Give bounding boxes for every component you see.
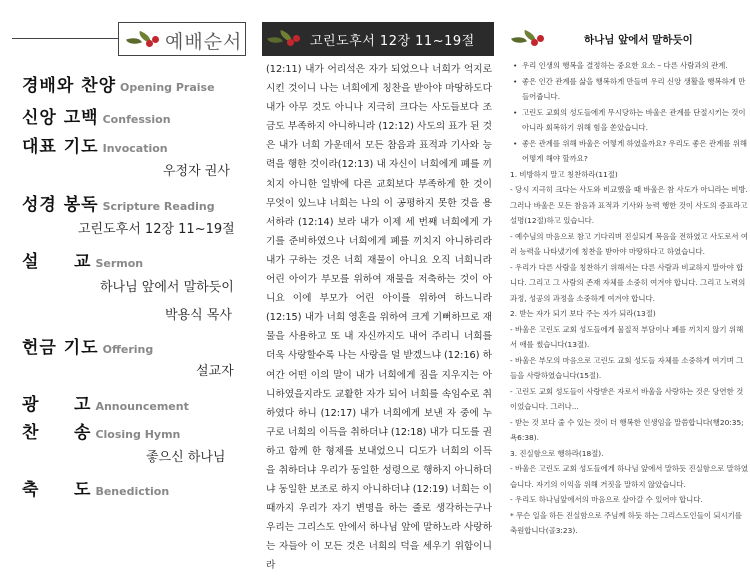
item-en: Invocation xyxy=(102,142,168,155)
sermon-notes-panel xyxy=(508,0,750,535)
item-ko: 찬 xyxy=(22,423,40,443)
item-en: Confession xyxy=(102,113,171,126)
item-ko: 축 xyxy=(22,480,40,500)
point-heading: 2. 받는 자가 되기 보다 주는 자가 되라(13절) xyxy=(510,309,656,318)
item-en: Benediction xyxy=(95,485,170,498)
point-line: - 우리가 다른 사람을 칭찬하기 위해서는 다른 사람과 비교하지 말아야 합니다. 그리고 그 사람의 존재 자체를 소중히 여겨야 합니다. 그리고 노력의 과정, 성공의 과정을 소중하게 여겨야 합니다. xyxy=(510,262,746,303)
scripture-title: 고린도후서 12장 11~19절 xyxy=(310,34,475,49)
item-ko: 설 xyxy=(22,252,40,272)
item-scripture-reading xyxy=(22,190,215,215)
item-invocation xyxy=(22,132,168,157)
item-confession xyxy=(22,103,171,128)
point-line: - 우리도 하나님앞에서의 마음으로 살아갈 수 있어야 합니다. xyxy=(510,495,703,504)
item-benediction xyxy=(22,475,169,500)
hymn-title: 좋으신 하나님 xyxy=(146,450,226,465)
item-opening-praise xyxy=(22,71,215,96)
point-line: - 받는 것 보다 줄 수 있는 것이 더 행복한 인생임을 말씀합니다(행20:35; 욕6:38). xyxy=(510,417,744,442)
closing-line: * 무슨 일을 하든 진실함으로 주님께 하듯 하는 그리스도인들이 되시기를 축원합니다(골3:23). xyxy=(510,510,742,535)
leaf-berry-icon xyxy=(266,27,300,51)
item-sermon xyxy=(22,247,143,272)
intro-bullet: • 우리 인생의 행복을 결정하는 중요한 요소 – 다른 사람과의 관계. xyxy=(510,58,748,74)
point-line: - 고린도 교회 성도들이 사랑받은 자로서 바울을 사랑하는 것은 당연한 것이었습니다. 그러나... xyxy=(510,386,744,411)
invocation-leader: 우정자 권사 xyxy=(163,164,230,179)
item-announcement xyxy=(22,390,189,415)
intro-bullet: • 좋은 관계를 위해 바울은 어떻게 하였을까요? 우리도 좋은 관계를 위해 어떻게 해야 할까요? xyxy=(510,136,748,167)
scripture-reference: 고린도후서 12장 11~19절 xyxy=(78,222,235,237)
point-heading: 1. 비방하지 말고 칭찬하라(11절) xyxy=(510,169,618,179)
item-ko-2: 교 xyxy=(74,252,92,272)
scripture-text: (12:11) 내가 어리석은 자가 되었으나 너희가 억지로 시킨 것이니 나는 너희에게 칭찬을 받아야 마땅하도다 내가 아무 것도 아니나 지극히 크다는 사도들보다 조금도 부족하지 아니하니라 (12:12) 사도의 표가 된 것은 내가 너희 가운데서 모든 참음과 표적과 기사와 능력을 행한 것이라(12:13) 내 자신이 너희에게 폐를 끼치지 아니한 일밖에 다른 교회보다 부족하게 한 것이 무엇이 있느냐 너희는 나의 이 공평하지 못한 것을 용서하라 (12:14) 보라 내가 이제 세 번째 너희에게 가기를 준비하였으나 너희에게 폐를 끼치지 아니하리라 내가 구하는 것은 너희 재물이 아니요 오직 너희니라 어린 아이가 부모를 위하여 재물을 저축하는 것이 아니요 이에 부모가 어린 아이를 위하여 하느니라 (12:15) 내가 너희 영혼을 위하여 크게 기뻐하므로 재물을 사용하고 또 내 자신까지도 내어 주리니 너희를 더욱 사랑할수록 나는 사랑을 덜 받겠느냐 (12:16) 하여간 어떤 이의 말이 내가 너희에게 짐을 지우지는 아니하였을지라도 교활한 자가 되어 너희를 속임수로 취하였다 하니 (12:17) 내가 너희에게 보낸 자 중에 누구로 너희의 이득을 취하더냐 (12:18) 내가 디도를 권하고 함께 한 형제를 보내었으니 디도가 너희의 이득을 취하더냐 우리가 동일한 성령으로 행하지 아니하더냐 동일한 보조로 하지 아니하더냐 (12:19) 너희는 이 때까지 우리가 자기 변명을 하는 줄로 생각하는구나 우리는 그리스도 안에서 하나님 앞에 말하노라 사랑하는 자들아 이 모든 것은 너희의 덕을 세우기 위함이니라 xyxy=(266,64,492,572)
sermon-header xyxy=(508,22,750,56)
item-ko: 성경 봉독 xyxy=(22,195,99,215)
intro-bullet: • 좋은 인간 관계를 삶을 행복하게 만들며 우리 신앙 생활을 행복하게 만들어줍니다. xyxy=(510,74,748,105)
item-offering xyxy=(22,333,153,358)
header-box xyxy=(262,22,494,56)
preacher: 박용식 목사 xyxy=(165,308,232,323)
point-line: - 예수님의 마음으로 참고 기다리며 진실되게 복음을 전하였고 사도로서 여러 능력을 나타냈기에 칭찬을 받아야 마땅하다고 하였습니다. xyxy=(510,231,748,256)
item-en: Scripture Reading xyxy=(102,200,215,213)
point-line: - 바울은 고린도 교회 성도들에게 하나님 앞에서 말하듯 진실함으로 말하였습니다. 자기의 이익을 위해 거짓을 말하지 않았습니다. xyxy=(510,464,748,489)
item-en: Sermon xyxy=(95,257,144,270)
item-en: Offering xyxy=(102,343,154,356)
item-ko: 신앙 고백 xyxy=(22,108,99,128)
point-line: - 당시 지극히 크다는 사도와 비교했을 때 바울은 참 사도가 아니라는 비방. 그러나 바울은 모든 참음과 표적과 기사와 능력 행한 것이 사도의 증표라고 설명(12절)하고 있습니다. xyxy=(510,185,748,225)
item-ko-2: 송 xyxy=(74,423,92,443)
item-ko: 광 xyxy=(22,395,40,415)
order-title: 예배순서 xyxy=(165,31,243,53)
leaf-berry-icon xyxy=(125,28,159,52)
point-line: - 바울은 부모의 마음으로 고린도 교회 성도들 자체를 소중하게 여기며 그들을 사랑하였습니다(15절). xyxy=(510,355,744,380)
intro-bullet: • 고린도 교회의 성도들에게 무시당하는 바울은 관계를 단절시키는 것이 아니라 회복하기 위해 힘을 쏟았습니다. xyxy=(510,105,748,136)
header-box xyxy=(118,22,246,56)
sermon-notes xyxy=(510,58,748,539)
leaf-berry-icon xyxy=(510,27,544,51)
order-header xyxy=(0,22,250,56)
offering-leader: 설교자 xyxy=(196,364,234,379)
item-closing-hymn xyxy=(22,418,180,443)
scripture-header xyxy=(262,22,494,56)
sermon-title-heading: 하나님 앞에서 말하듯이 xyxy=(584,34,693,46)
item-ko: 경배와 찬양 xyxy=(22,76,117,96)
item-en: Closing Hymn xyxy=(95,428,181,441)
order-of-worship-panel xyxy=(0,0,250,530)
point-line: - 바울은 고린도 교회 성도들에게 물질적 부담이나 폐를 끼치지 않기 위해서 애를 썼습니다(13절). xyxy=(510,324,744,349)
item-en: Announcement xyxy=(95,400,189,413)
item-ko: 대표 기도 xyxy=(22,137,99,157)
item-ko-2: 도 xyxy=(74,480,92,500)
sermon-title: 하나님 앞에서 말하듯이 xyxy=(100,280,234,295)
point-heading: 3. 진실함으로 행하라(18절). xyxy=(510,448,604,458)
header-box xyxy=(508,22,750,56)
item-ko: 헌금 기도 xyxy=(22,338,99,358)
item-ko-2: 고 xyxy=(74,395,92,415)
scripture-panel xyxy=(262,0,494,572)
item-en: Opening Praise xyxy=(120,81,215,94)
